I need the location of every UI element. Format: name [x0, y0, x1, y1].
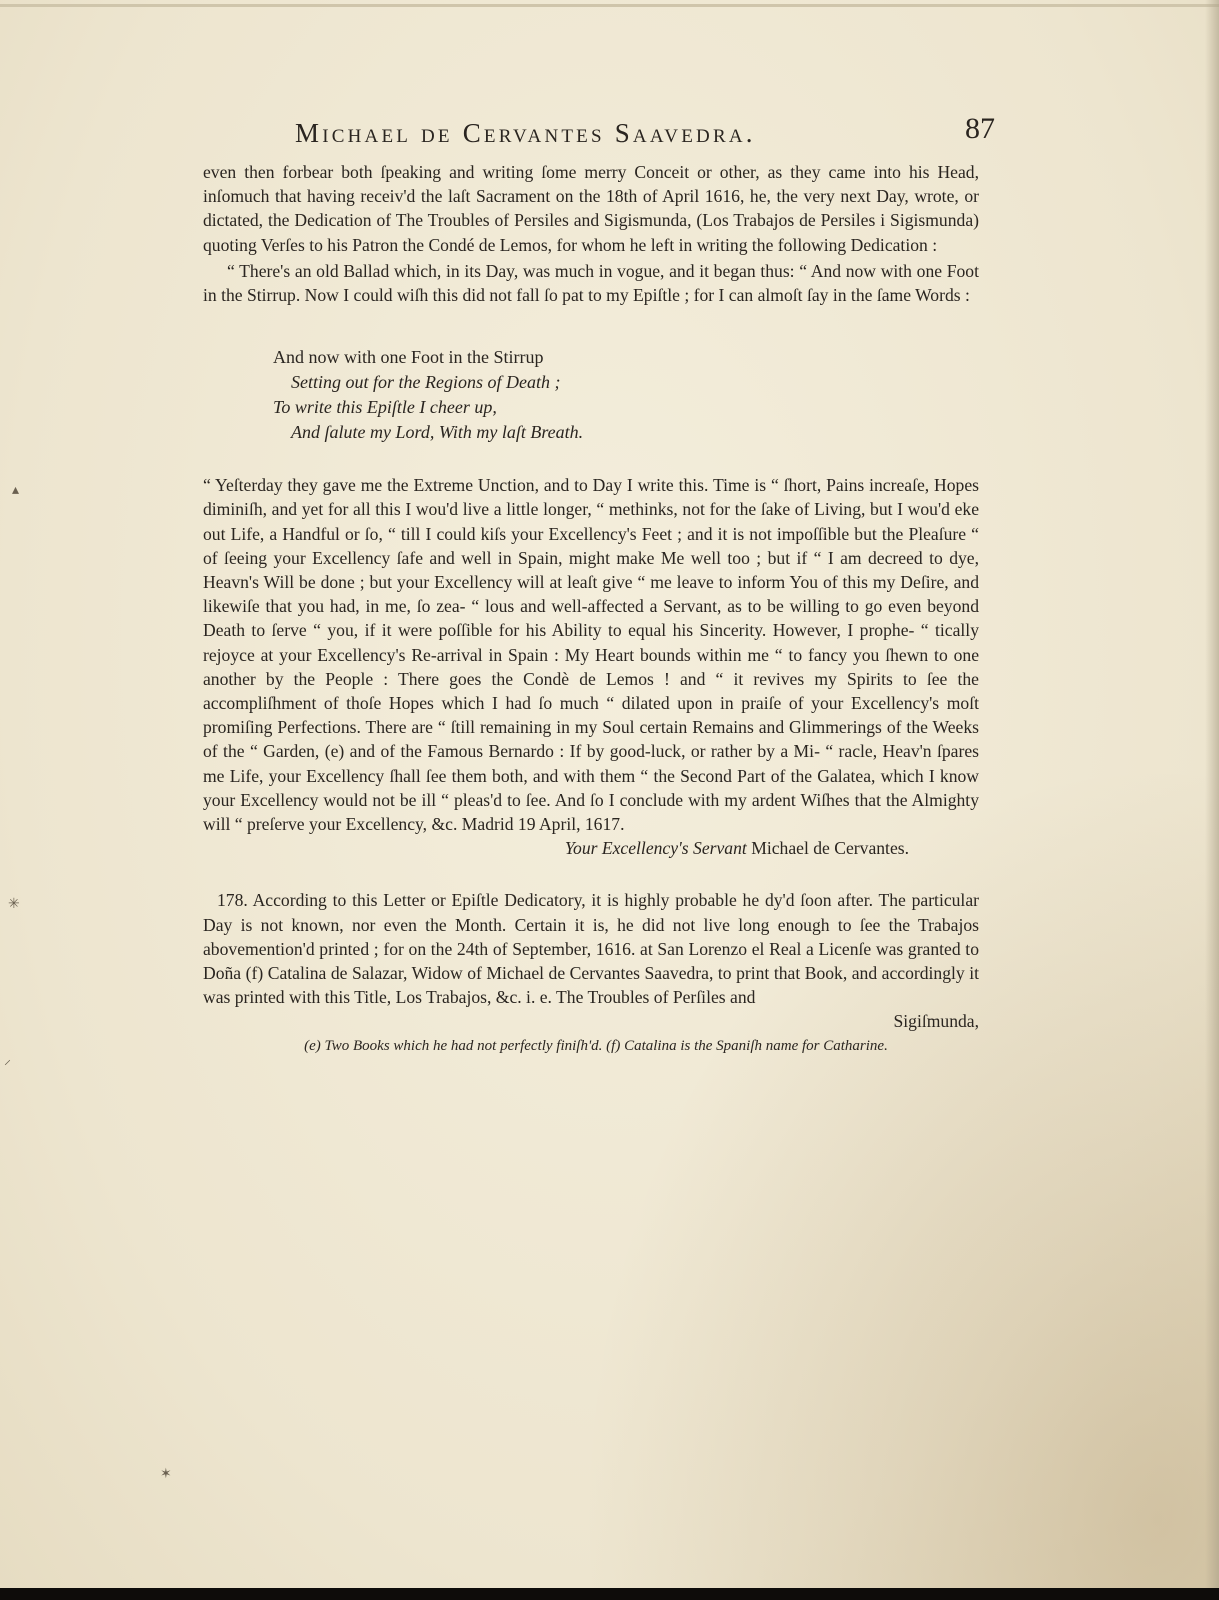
ballad-verse — [273, 345, 979, 445]
dedication-opening: “ There's an old Ballad which, in its Day, was much in vogue, and it began thus: “ And now with one Foot in the Stirrup. Now I could wiſh this did not fall ſo pat to my Epiſtle ; for I can almoſt ſay in the ſame Words : — [203, 260, 979, 306]
intro-paragraph: even then forbear both ſpeaking and writing ſome merry Conceit or other, as they came into his Head, inſomuch that having receiv'd the laſt Sacrament on the 18th of April 1616, he, the very next Day, wrote, or dictated, the Dedication of The Troubles of Persiles and Sigismunda, (Los Trabajos de Persiles i Sigismunda) quoting Verſes to his Patron the Condé de Lemos, for whom he left in writing the following Dedication : — [203, 162, 979, 255]
verse-line: Setting out for the Regions of Death ; — [291, 372, 561, 393]
page-number: 87 — [965, 112, 995, 145]
verse-line: And now with one Foot in the Stirrup — [273, 347, 544, 368]
ink-speck: ✶ — [160, 1467, 172, 1482]
footnotes: (e) Two Books which he had not perfectly finiſh'd. (f) Catalina is the Spaniſh name for Catharine. — [304, 1037, 888, 1054]
signature — [203, 836, 979, 860]
page-edge-shadow — [1205, 0, 1219, 1600]
page-header — [295, 112, 995, 152]
ink-speck: ⸝ — [4, 1053, 11, 1068]
ink-speck: ✳ — [8, 897, 20, 912]
verse-line: To write this Epiſtle I cheer up, — [273, 397, 497, 418]
body-text — [203, 160, 979, 1056]
verse-line: And ſalute my Lord, With my laſt Breath. — [291, 422, 584, 443]
running-head: Michael de Cervantes Saavedra. — [295, 118, 756, 148]
ink-speck: ▴ — [12, 483, 20, 498]
section-178: 178. According to this Letter or Epiſtle Dedicatory, it is highly probable he dy'd ſoon after. The particular Day is not known, nor even the Month. Certain it is, he did not live long enough to ſee the Trabajos abovemention'd printed ; for on the 24th of September, 1616. at San Lorenzo el Real a Licenſe was granted to Doña (f) Catalina de Salazar, Widow of Michael de Cervantes Saavedra, to print that Book, and accordingly it was printed with this Title, Los Trabajos, &c. i. e. The Troubles of Perſiles and — [203, 890, 979, 1008]
signature-title: Your Excellency's Servant — [564, 838, 747, 859]
signature-name: Michael de Cervantes. — [751, 838, 909, 859]
scan-bottom-edge — [0, 1588, 1219, 1600]
catchword: Sigiſmunda, — [893, 1011, 979, 1032]
dedication-letter: “ Yeſterday they gave me the Extreme Unction, and to Day I write this. Time is “ ſhort, Pains increaſe, Hopes diminiſh, and yet for all this I wou'd live a little longer, “ methinks, not for the ſake of Living, but I wou'd eke out Life, a Handful or ſo, “ till I could kiſs your Excellency's Feet ; and it is not impoſſible but the Pleaſure “ of ſeeing your Excellency ſafe and well in Spain, might make Me well too ; but if “ I am decreed to dye, Heavn's Will be done ; but your Excellency will at leaſt give “ me leave to inform You of this my Deſire, and likewiſe that you had, in me, ſo zea- “ lous and well-affected a Servant, as to be willing to go even beyond Death to ſerve “ you, if it were poſſible for his Ability to equal his Sincerity. However, I prophe- “ tically rejoyce at your Excellency's Re-arrival in Spain : My Heart bounds within me “ to fancy you ſhewn to one another by the People : There goes the Condè de Lemos ! and “ it revives my Spirits to ſee the accompliſhment of thoſe Hopes which I had ſo much “ dilated upon in praiſe of your Excellency's moſt promiſing Perfections. There are “ ſtill remaining in my Soul certain Remains and Glimmerings of the Weeks of the “ Garden, (e) and of the Famous Bernardo : If by good-luck, or rather by a Mi- “ racle, Heav'n ſpares me Life, your Excellency ſhall ſee them both, and with them “ the Second Part of the Galatea, which I know your Excellency would not be ill “ pleas'd to ſee. And ſo I conclude with my ardent Wiſhes that the Almighty will “ preſerve your Excellency, &c. Madrid 19 April, 1617. — [203, 475, 979, 835]
top-rule — [0, 4, 1219, 7]
